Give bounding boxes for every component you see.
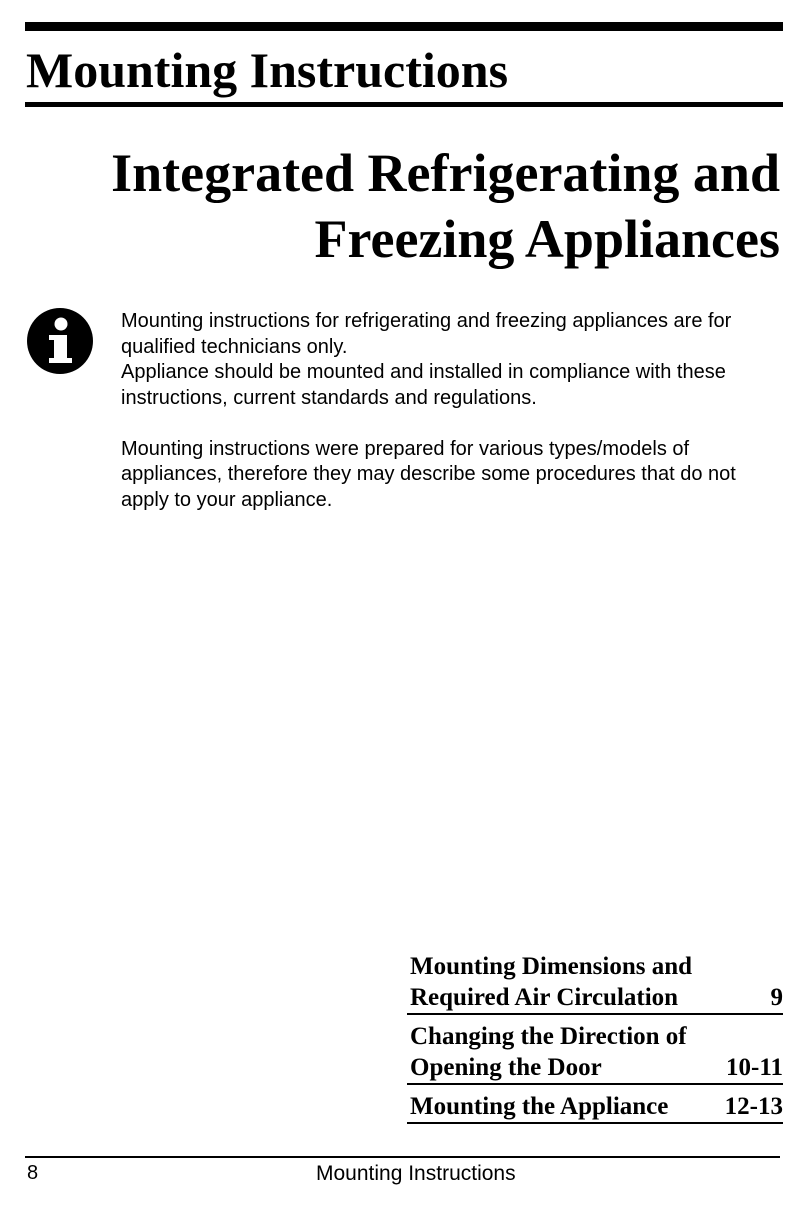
main-title-line-1: Integrated Refrigerating and <box>111 143 780 203</box>
intro-paragraph-1b: Appliance should be mounted and installed in compliance with these instructions, current standards and regulations. <box>121 361 726 409</box>
toc-entry-changing-door[interactable] <box>407 1015 783 1085</box>
toc-entry-page: 9 <box>770 984 783 1011</box>
toc-entry-label: Mounting Dimensions and Required Air Circulation <box>410 953 693 1011</box>
intro-text <box>121 309 786 513</box>
info-icon <box>27 308 93 374</box>
footer-rule <box>25 1156 780 1158</box>
toc-entry-mounting-appliance[interactable] <box>407 1085 783 1124</box>
main-title <box>40 140 780 272</box>
page-number: 8 <box>27 1162 39 1184</box>
table-of-contents <box>407 951 783 1124</box>
toc-entry-page: 12-13 <box>724 1093 783 1120</box>
top-rule <box>25 22 783 31</box>
toc-entry-page: 10-11 <box>726 1054 783 1081</box>
toc-entry-mounting-dimensions[interactable] <box>407 951 783 1015</box>
main-title-line-2: Freezing Appliances <box>314 209 780 269</box>
toc-entry-label: Mounting the Appliance <box>410 1093 669 1120</box>
toc-entry-label: Changing the Direction of Opening the Door <box>410 1023 687 1081</box>
footer-title: Mounting Instructions <box>316 1162 516 1185</box>
header-rule <box>25 102 783 107</box>
intro-paragraph-1a: Mounting instructions for refrigerating and freezing appliances are for qualified technicians only. <box>121 310 732 358</box>
header-title: Mounting Instructions <box>26 42 509 98</box>
intro-paragraph-2: Mounting instructions were prepared for various types/models of appliances, therefore they may describe some procedures that do not apply to your appliance. <box>121 437 736 511</box>
